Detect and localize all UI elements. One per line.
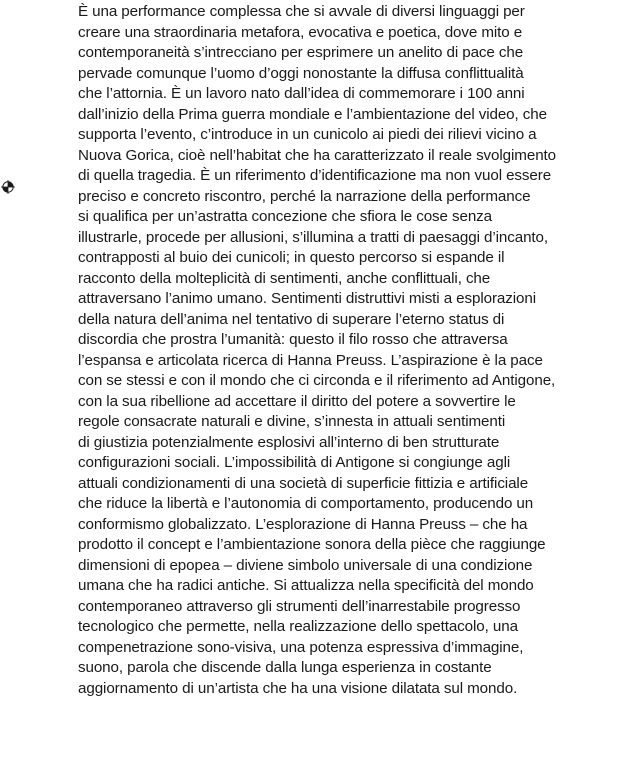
paragraph-line: racconto della molteplicità di sentimenti, anche conflittuali, che bbox=[78, 269, 491, 287]
paragraph-line: di giustizia potenzialmente esplosivi all’interno di ben strutturate bbox=[78, 433, 500, 451]
paragraph-line: supporta l’evento, c’introduce in un cunicolo ai piedi dei rilievi vicino a bbox=[78, 126, 537, 143]
paragraph-line: della natura dell’anima nel tentativo di superare l’eterno status di bbox=[78, 310, 505, 328]
paragraph-line: con se stessi e con il mondo che ci circonda e il riferimento ad Antigone, bbox=[78, 372, 556, 389]
paragraph-line: attraversano l’animo umano. Sentimenti distruttivi misti a esplorazioni bbox=[78, 290, 537, 307]
paragraph-line: umana che ha radici antiche. Si attualizza nella specificità del mondo bbox=[78, 577, 534, 594]
paragraph-line: discordia che prostra l’umanità: questo il filo rosso che attraversa bbox=[78, 331, 508, 348]
paragraph-line: tecnologico che permette, nella realizzazione dello spettacolo, una bbox=[78, 618, 518, 635]
paragraph-line: con la sua ribellione ad accettare il diritto del potere a sovvertire le bbox=[78, 392, 516, 410]
paragraph-line: aggiornamento di un’artista che ha una visione dilatata sul mondo. bbox=[78, 679, 518, 697]
paragraph-line: creare una straordinaria metafora, evocativa e poetica, dove mito e bbox=[78, 23, 523, 41]
paragraph-line: che riduce la libertà e l’autonomia di comportamento, producendo un bbox=[78, 495, 534, 512]
paragraph-line: pervade comunque l’uomo d’oggi nonostante la diffusa conflittualità bbox=[78, 64, 524, 82]
paragraph-line: l’espansa e articolata ricerca di Hanna Preuss. L’aspirazione è la pace bbox=[78, 351, 543, 369]
paragraph-line: che l’attornia. È un lavoro nato dall’idea di commemorare i 100 anni bbox=[78, 85, 525, 102]
paragraph-line: si qualifica per un’astratta concezione che sfiora le cose senza bbox=[78, 208, 493, 225]
paragraph-line: contemporaneità s’intrecciano per esprimere un anelito di pace che bbox=[78, 44, 524, 61]
paragraph-line: Nuova Gorica, cioè nell’habitat che ha caratterizzato il reale svolgimento bbox=[78, 146, 557, 164]
body-paragraph bbox=[78, 2, 606, 699]
paragraph-line: regole consacrate naturali e divine, s’innesta in attuali sentimenti bbox=[78, 413, 506, 430]
paragraph-line: È una performance complessa che si avvale di diversi linguaggi per bbox=[78, 3, 525, 20]
paragraph-line: contrapposti al buio dei cunicoli; in questo percorso si espande il bbox=[78, 249, 505, 266]
registration-mark-icon bbox=[1, 180, 15, 194]
paragraph-line: attuali condizionamenti di una società di superficie fittizia e artificiale bbox=[78, 474, 529, 492]
paragraph-line: conformismo globalizzato. L’esplorazione di Hanna Preuss – che ha bbox=[78, 515, 528, 533]
paragraph-line: compenetrazione sono-visiva, una potenza espressiva d’immagine, bbox=[78, 638, 524, 656]
paragraph-line: dimensioni di epopea – diviene simbolo universale di una condizione bbox=[78, 556, 533, 574]
paragraph-line: configurazioni sociali. L’impossibilità di Antigone si congiunge agli bbox=[78, 454, 511, 471]
paragraph-line: contemporaneo attraverso gli strumenti dell’inarrestabile progresso bbox=[78, 597, 521, 615]
paragraph-line: dall’inizio della Prima guerra mondiale e l’ambientazione del video, che bbox=[78, 105, 547, 123]
paragraph-line: suono, parola che discende dalla lunga esperienza in costante bbox=[78, 659, 492, 676]
paragraph-line: preciso e concreto riscontro, perché la narrazione della performance bbox=[78, 187, 531, 205]
paragraph-line: illustrarle, procede per allusioni, s’illumina a tratti di paesaggi d’incanto, bbox=[78, 228, 549, 246]
paragraph-line: prodotto il concept e l’ambientazione sonora della pièce che raggiunge bbox=[78, 536, 546, 553]
paragraph-line: di quella tragedia. È un riferimento d’identificazione ma non vuol essere bbox=[78, 167, 552, 184]
